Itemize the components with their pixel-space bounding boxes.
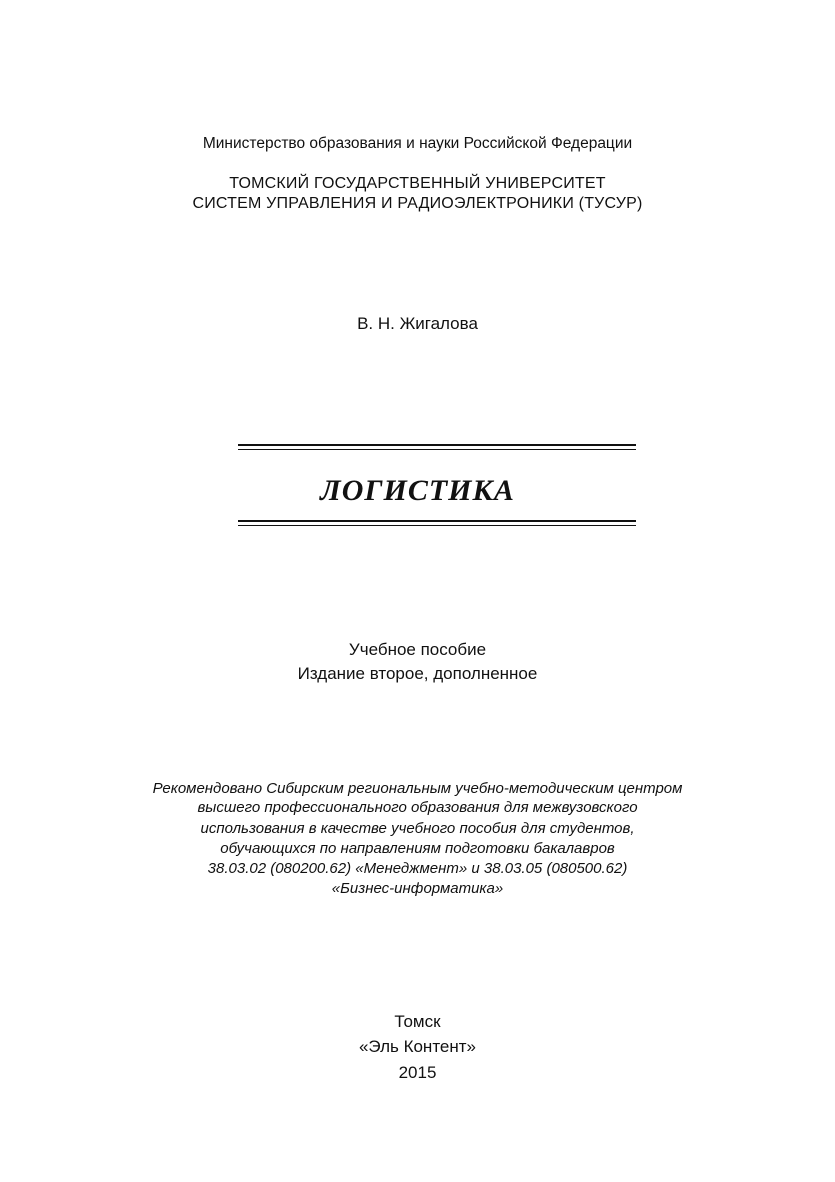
university-name-line-2: СИСТЕМ УПРАВЛЕНИЯ И РАДИОЭЛЕКТРОНИКИ (ТУСУР) <box>192 195 643 212</box>
book-type: Учебное пособие <box>348 640 487 659</box>
title-rule-bottom-thin <box>238 525 636 526</box>
ministry-name: Министерство образования и науки Российской Федерации <box>202 135 633 152</box>
author-name: В. Н. Жигалова <box>357 314 478 333</box>
recommendation-line-1: Рекомендовано Сибирским региональным учебно-методическим центром <box>152 780 683 797</box>
recommendation-line-5: 38.03.02 (080200.62) «Менеджмент» и 38.03.05 (080500.62) <box>207 860 628 877</box>
recommendation-line-4: обучающихся по направлениям подготовки бакалавров <box>220 840 615 857</box>
recommendation-line-3: использования в качестве учебного пособия для студентов, <box>200 820 635 837</box>
book-title: ЛОГИСТИКА <box>320 474 515 507</box>
title-rule-top-thick <box>238 444 636 446</box>
title-rule-bottom-thick <box>238 520 636 522</box>
university-name-line-1: ТОМСКИЙ ГОСУДАРСТВЕННЫЙ УНИВЕРСИТЕТ <box>229 175 606 192</box>
title-rule-top-thin <box>238 449 636 450</box>
publication-city: Томск <box>394 1012 441 1031</box>
recommendation-line-2: высшего профессионального образования для межвузовского <box>197 799 638 816</box>
recommendation-line-6: «Бизнес-информатика» <box>331 880 504 897</box>
publication-year: 2015 <box>398 1063 437 1082</box>
publisher-name: «Эль Контент» <box>358 1037 477 1056</box>
edition-note: Издание второе, дополненное <box>297 664 538 683</box>
